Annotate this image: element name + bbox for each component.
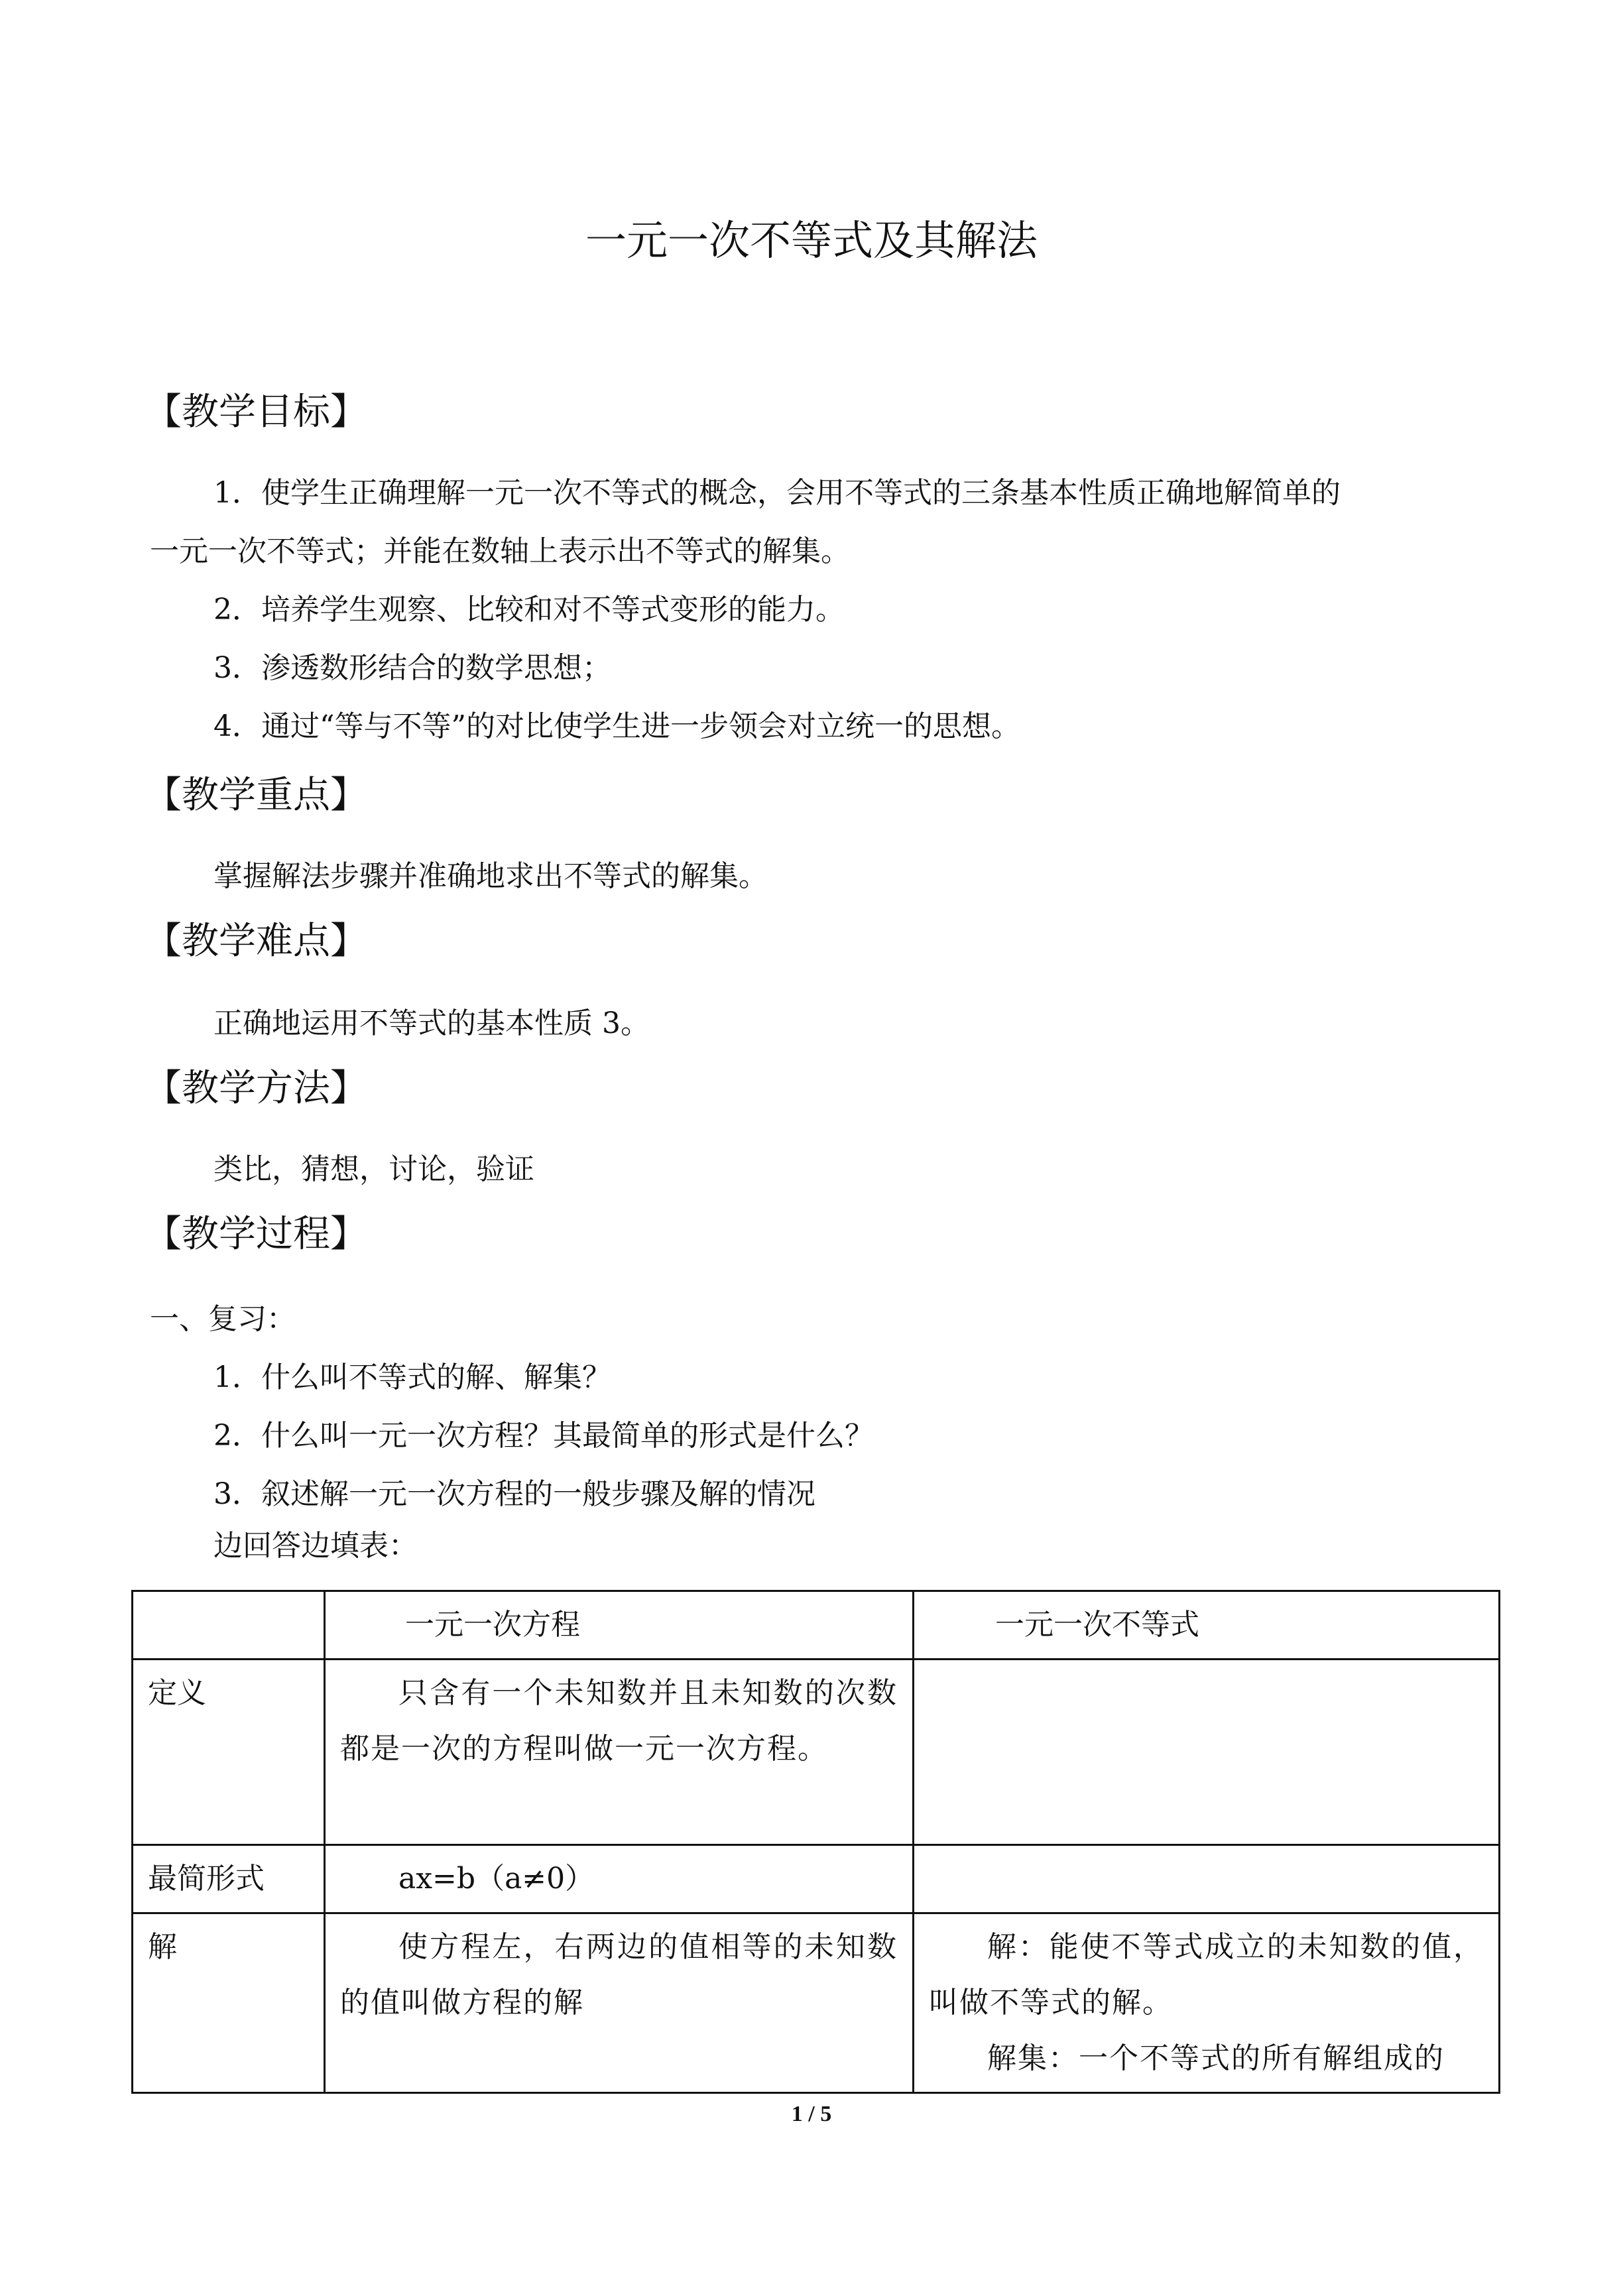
goal-item-1-continued: 一元一次不等式；并能在数轴上表示出不等式的解集。	[150, 534, 850, 568]
comparison-table	[131, 1590, 1500, 2094]
difficulties-text: 正确地运用不等式的基本性质 3。	[213, 1006, 650, 1040]
methods-text: 类比，猜想，讨论，验证	[213, 1152, 534, 1186]
goal-item-1: 1．使学生正确理解一元一次不等式的概念，会用不等式的三条基本性质正确地解简单的	[213, 476, 1341, 510]
review-question-1: 1．什么叫不等式的解、解集？	[213, 1360, 611, 1394]
goal-item-3: 3．渗透数形结合的数学思想；	[213, 651, 611, 685]
table-header-equation: 一元一次方程	[325, 1591, 914, 1660]
review-title: 一、复习：	[150, 1302, 296, 1336]
equation-definition: 只含有一个未知数并且未知数的次数都是一次的方程叫做一元一次方程。	[325, 1660, 914, 1845]
key-points-text: 掌握解法步骤并准确地求出不等式的解集。	[213, 859, 768, 893]
table-intro: 边回答边填表：	[213, 1529, 418, 1563]
review-question-2: 2．什么叫一元一次方程？其最简单的形式是什么？	[213, 1419, 874, 1453]
review-question-3: 3．叙述解一元一次方程的一般步骤及解的情况	[213, 1477, 815, 1511]
section-heading-methods: 【教学方法】	[145, 1067, 367, 1110]
inequality-solution-set: 解集：一个不等式的所有解组成的	[987, 2041, 1445, 2075]
table-header-row	[133, 1591, 1500, 1660]
equation-simplest-form: ax=b（a≠0）	[325, 1845, 914, 1913]
goal-item-4: 4．通过“等与不等”的对比使学生进一步领会对立统一的思想。	[213, 709, 1020, 743]
inequality-simplest-form	[914, 1845, 1500, 1913]
page-title: 一元一次不等式及其解法	[585, 216, 1038, 265]
table-row	[133, 1660, 1500, 1845]
row-label-solution: 解	[133, 1913, 325, 2093]
page-number: 1 / 5	[791, 2102, 832, 2126]
row-label-simplest-form: 最简形式	[133, 1845, 325, 1913]
table-header-inequality: 一元一次不等式	[914, 1591, 1500, 1660]
inequality-solution: 解：能使不等式成立的未知数的值，叫做不等式的解。	[929, 1930, 1484, 2020]
row-label-definition: 定义	[133, 1660, 325, 1845]
section-heading-goals: 【教学目标】	[145, 391, 367, 434]
table-row	[133, 1845, 1500, 1913]
table-row	[133, 1913, 1500, 2093]
table-header-empty	[133, 1591, 325, 1660]
section-heading-difficulties: 【教学难点】	[145, 920, 367, 963]
inequality-definition	[914, 1660, 1500, 1845]
equation-solution: 使方程左，右两边的值相等的未知数的值叫做方程的解	[325, 1913, 914, 2093]
goal-item-2: 2．培养学生观察、比较和对不等式变形的能力。	[213, 593, 845, 627]
inequality-solution-cell	[914, 1913, 1500, 2093]
section-heading-key-points: 【教学重点】	[145, 774, 367, 817]
section-heading-process: 【教学过程】	[145, 1213, 367, 1256]
